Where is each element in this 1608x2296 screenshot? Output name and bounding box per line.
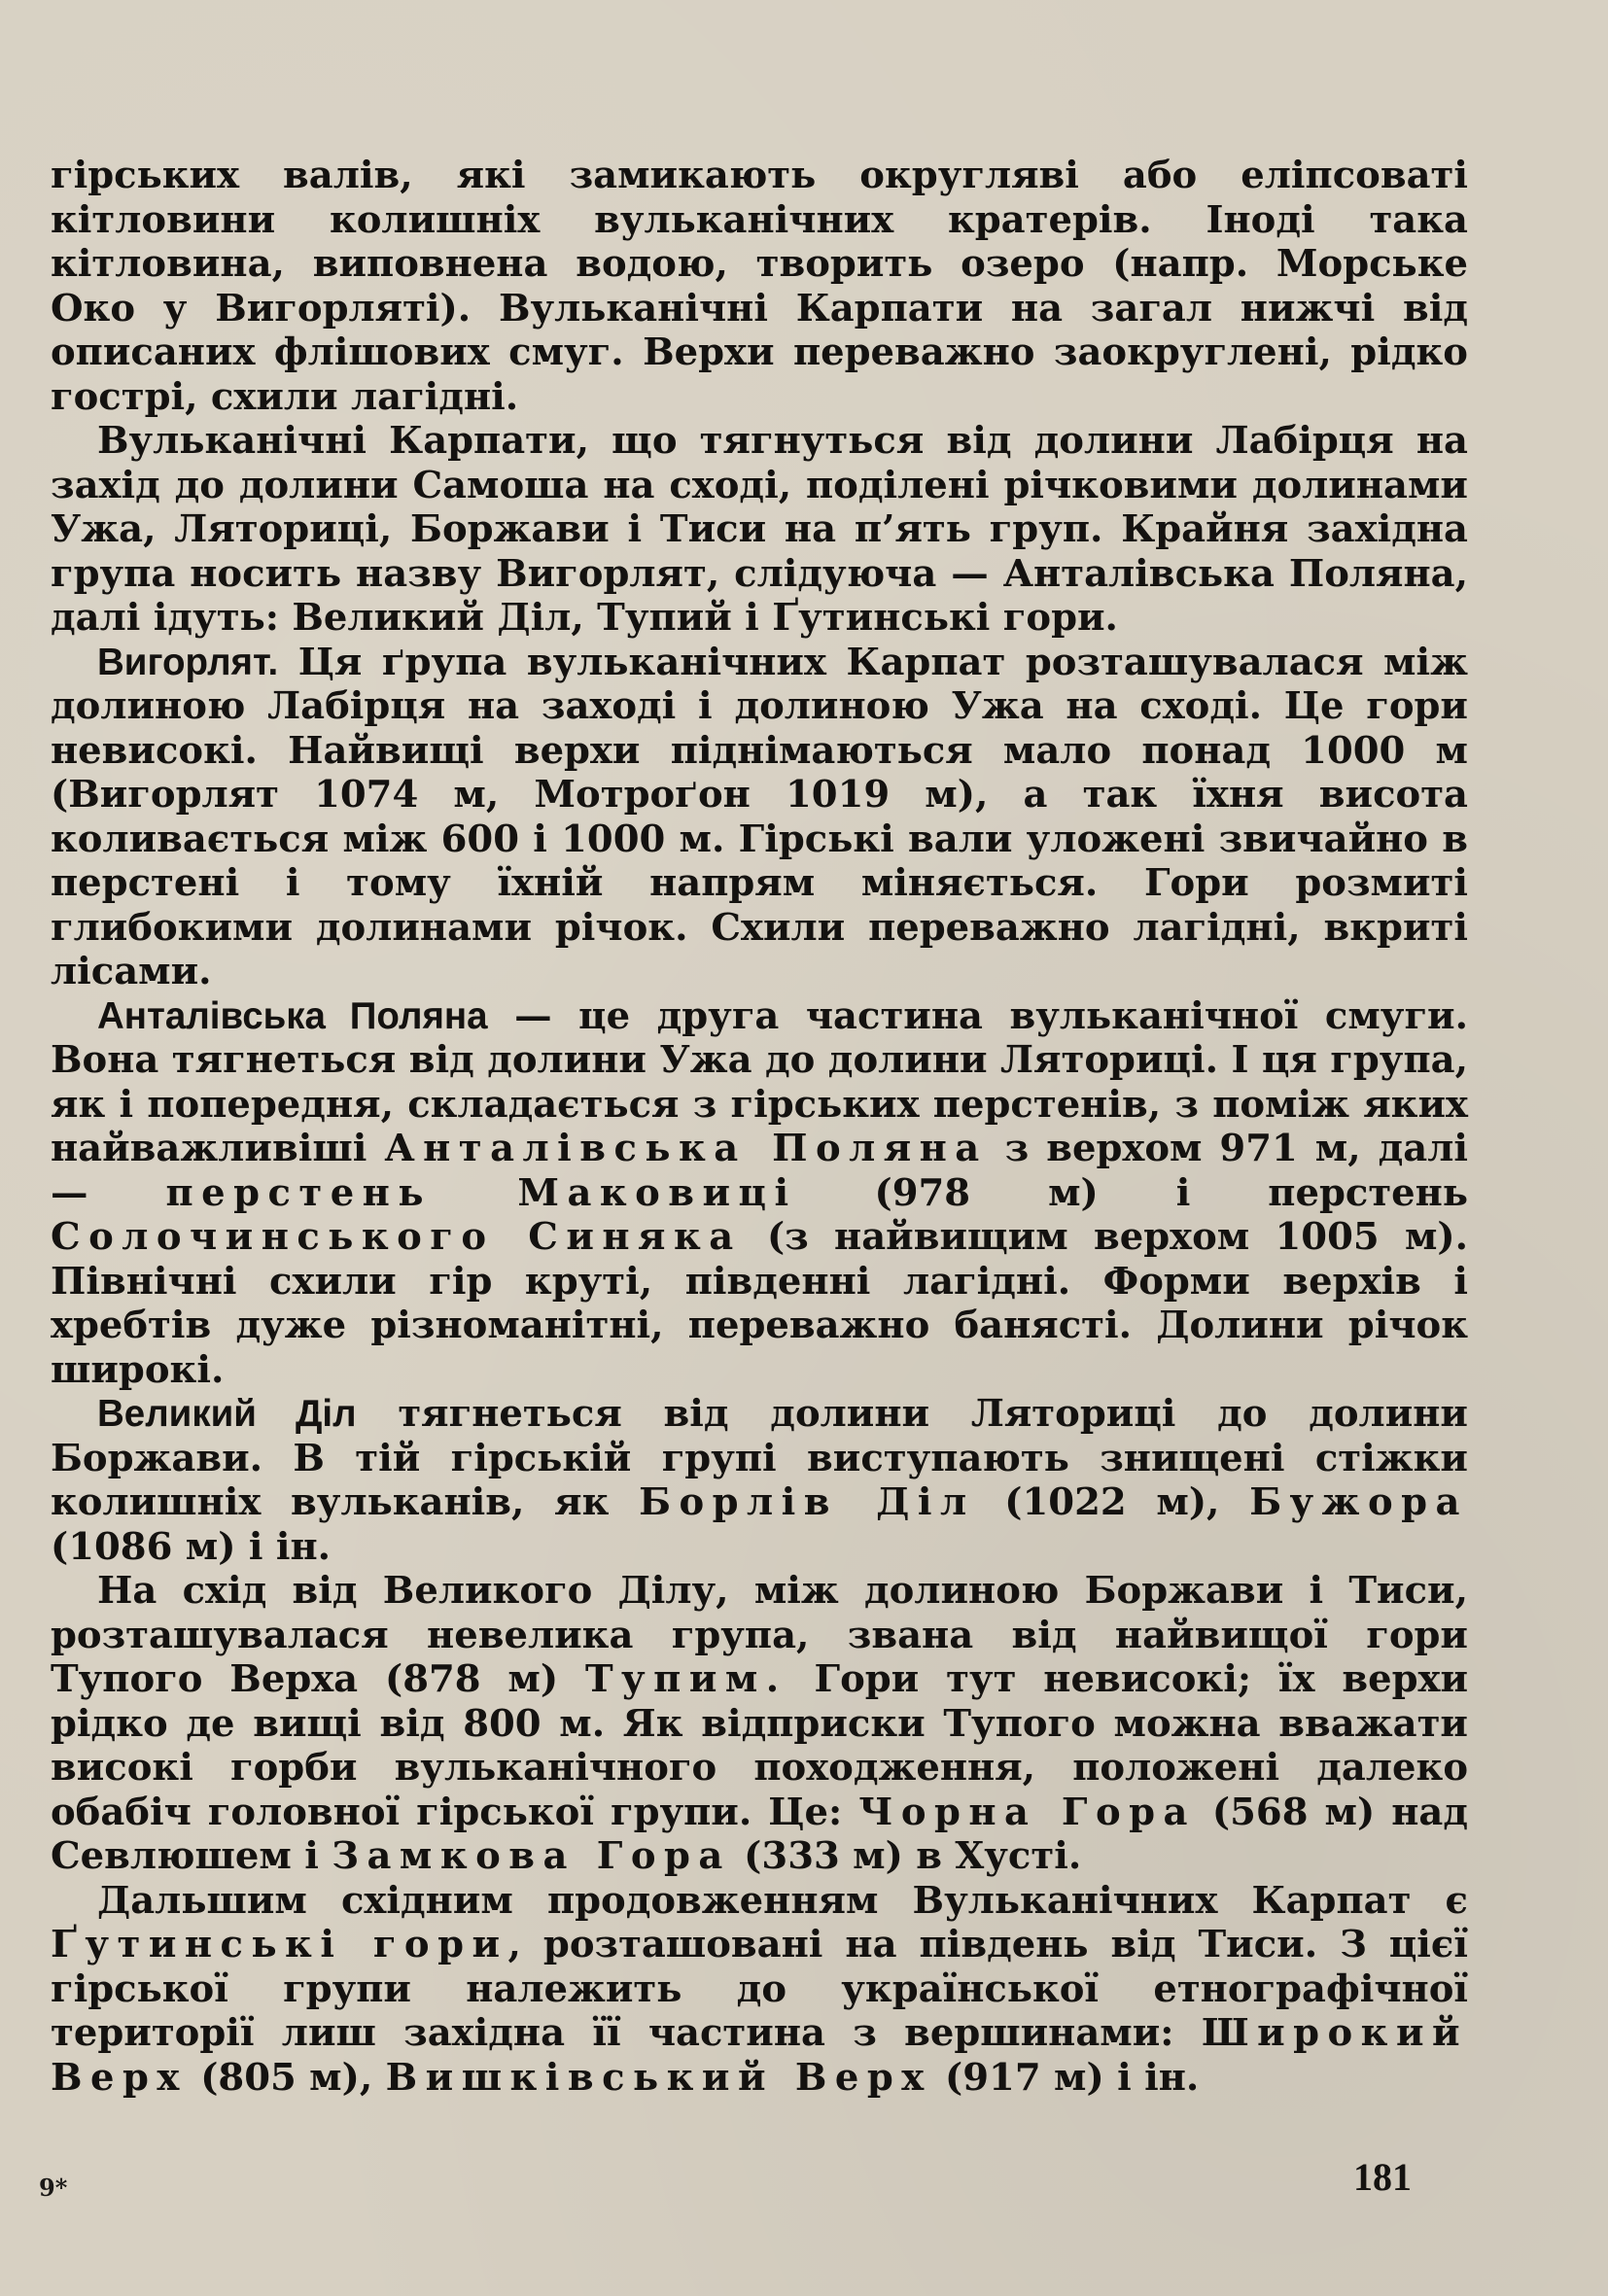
text-run: (з найвищим верхом 1005 м). Північні схили гір круті, південні лагідні. Форми верхів і хребтів дуже різноманітні, переважно банясті. Долини річок широкі. [51, 1215, 1469, 1392]
text-run: Вульканічні Карпати, що тягнуться від долини Лабірця на захід до долини Самоша на сході, поділені річковими долинами Ужа, Ляториці, Боржави і Тиси на п’ять груп. Крайня західна група носить назву Вигорлят, слідуюча — Анталівська Поляна, далі ідуть: Великий Діл, Тупий і Ґутинські гори. [51, 419, 1468, 640]
body-text [51, 154, 1468, 2100]
paragraph-p7 [51, 1879, 1468, 2101]
printer-signature-mark: 9* [39, 2174, 68, 2202]
paragraph-p1 [51, 154, 1468, 419]
spaced-proper-name: перстень Маковиці [165, 1170, 797, 1215]
text-run: з верхом 971 м, далі — [51, 1127, 1468, 1215]
spaced-proper-name: Солочинського Синяка [51, 1215, 742, 1259]
section-heading: Анталівська Поляна [97, 994, 488, 1037]
section-heading: Великий Діл [97, 1393, 357, 1435]
spaced-proper-name: Бужора [1249, 1480, 1468, 1524]
spaced-proper-name: Тупим. [584, 1657, 787, 1701]
text-run: (1022 м), [974, 1480, 1250, 1524]
paragraph-p6 [51, 1569, 1468, 1879]
spaced-proper-name: Чорна Гора [858, 1790, 1196, 1834]
section-heading: Вигорлят. [97, 641, 279, 683]
paragraph-p3 [51, 641, 1468, 994]
text-run: (1086 м) і ін. [51, 1524, 332, 1569]
text-run: — це друга частина вульканічної смуги. Вона тягнеться від долини Ужа до долини Ляториці. І ця група, як і попередня, складається з гірських перстенів, з поміж яких найважливіші [51, 993, 1469, 1170]
spaced-proper-name: Ґутинські гори [51, 1923, 508, 1966]
text-run: (805 м), [187, 2055, 386, 2100]
text-run: (917 м) і ін. [931, 2055, 1200, 2100]
page-number: 181 [1353, 2155, 1412, 2199]
paragraph-p4 [51, 994, 1468, 1393]
paragraph-p2 [51, 419, 1468, 641]
text-run: (333 м) в Хусті. [730, 1834, 1082, 1878]
spaced-proper-name: Вишківський Верх [385, 2055, 932, 2100]
text-run: Гори тут невисокі; їх верхи рідко де вищі від 800 м. Як відприски Тупого можна вважати високі горби вульканічного походження, положені далеко обабіч головної гірської групи. Це: [51, 1657, 1468, 1834]
text-run: гірських валів, які замикають округляві або еліпсоваті кітловини колишніх вульканічних кратерів. Іноді така кітловина, виповнена водою, творить озеро (напр. Морське Око у Вигорляті). Вульканічні Карпати на загал нижчі від описаних флішових смуг. Верхи переважно заокруглені, рідко гострі, схили лагідні. [51, 154, 1468, 419]
paragraph-p5 [51, 1392, 1468, 1569]
text-run: , розташовані на південь від Тиси. З цієї гірської групи належить до української етнографічної території лиш західна її частина з вершинами: [51, 1923, 1468, 2055]
text-run: Ця ґрупа вульканічних Карпат розташувалася між долиною Лабірця на заході і долиною Ужа на сході. Це гори невисокі. Найвищі верхи піднімаються мало понад 1000 м (Вигорлят 1074 м, Мотроґон 1019 м), а так їхня висота коливається між 600 і 1000 м. Гірські вали уложені звичайно в перстені і тому їхній напрям міняється. Гори розмиті глибокими долинами річок. Схили переважно лагідні, вкриті лісами. [51, 640, 1468, 993]
text-run: тягнеться від долини Ляториці до долини Боржави. В тій гірській групі виступають знищені стіжки колишніх вульканів, як [51, 1392, 1468, 1524]
spaced-proper-name: Борлів Діл [639, 1480, 975, 1524]
text-run: Дальшим східним продовженням Вульканічних Карпат є [97, 1878, 1468, 1923]
spaced-proper-name: Широкий Верх [51, 2011, 1468, 2100]
spaced-proper-name: Анталівська Поляна [384, 1127, 988, 1170]
text-run: (568 м) над Севлюшем і [51, 1790, 1468, 1878]
text-run: (978 м) і перстень [796, 1170, 1468, 1215]
spaced-proper-name: Замкова Гора [332, 1834, 731, 1878]
text-run: На схід від Великого Ділу, між долиною Боржави і Тиси, розташувалася невелика група, звана від найвищої гори Тупого Верха (878 м) [51, 1569, 1468, 1701]
